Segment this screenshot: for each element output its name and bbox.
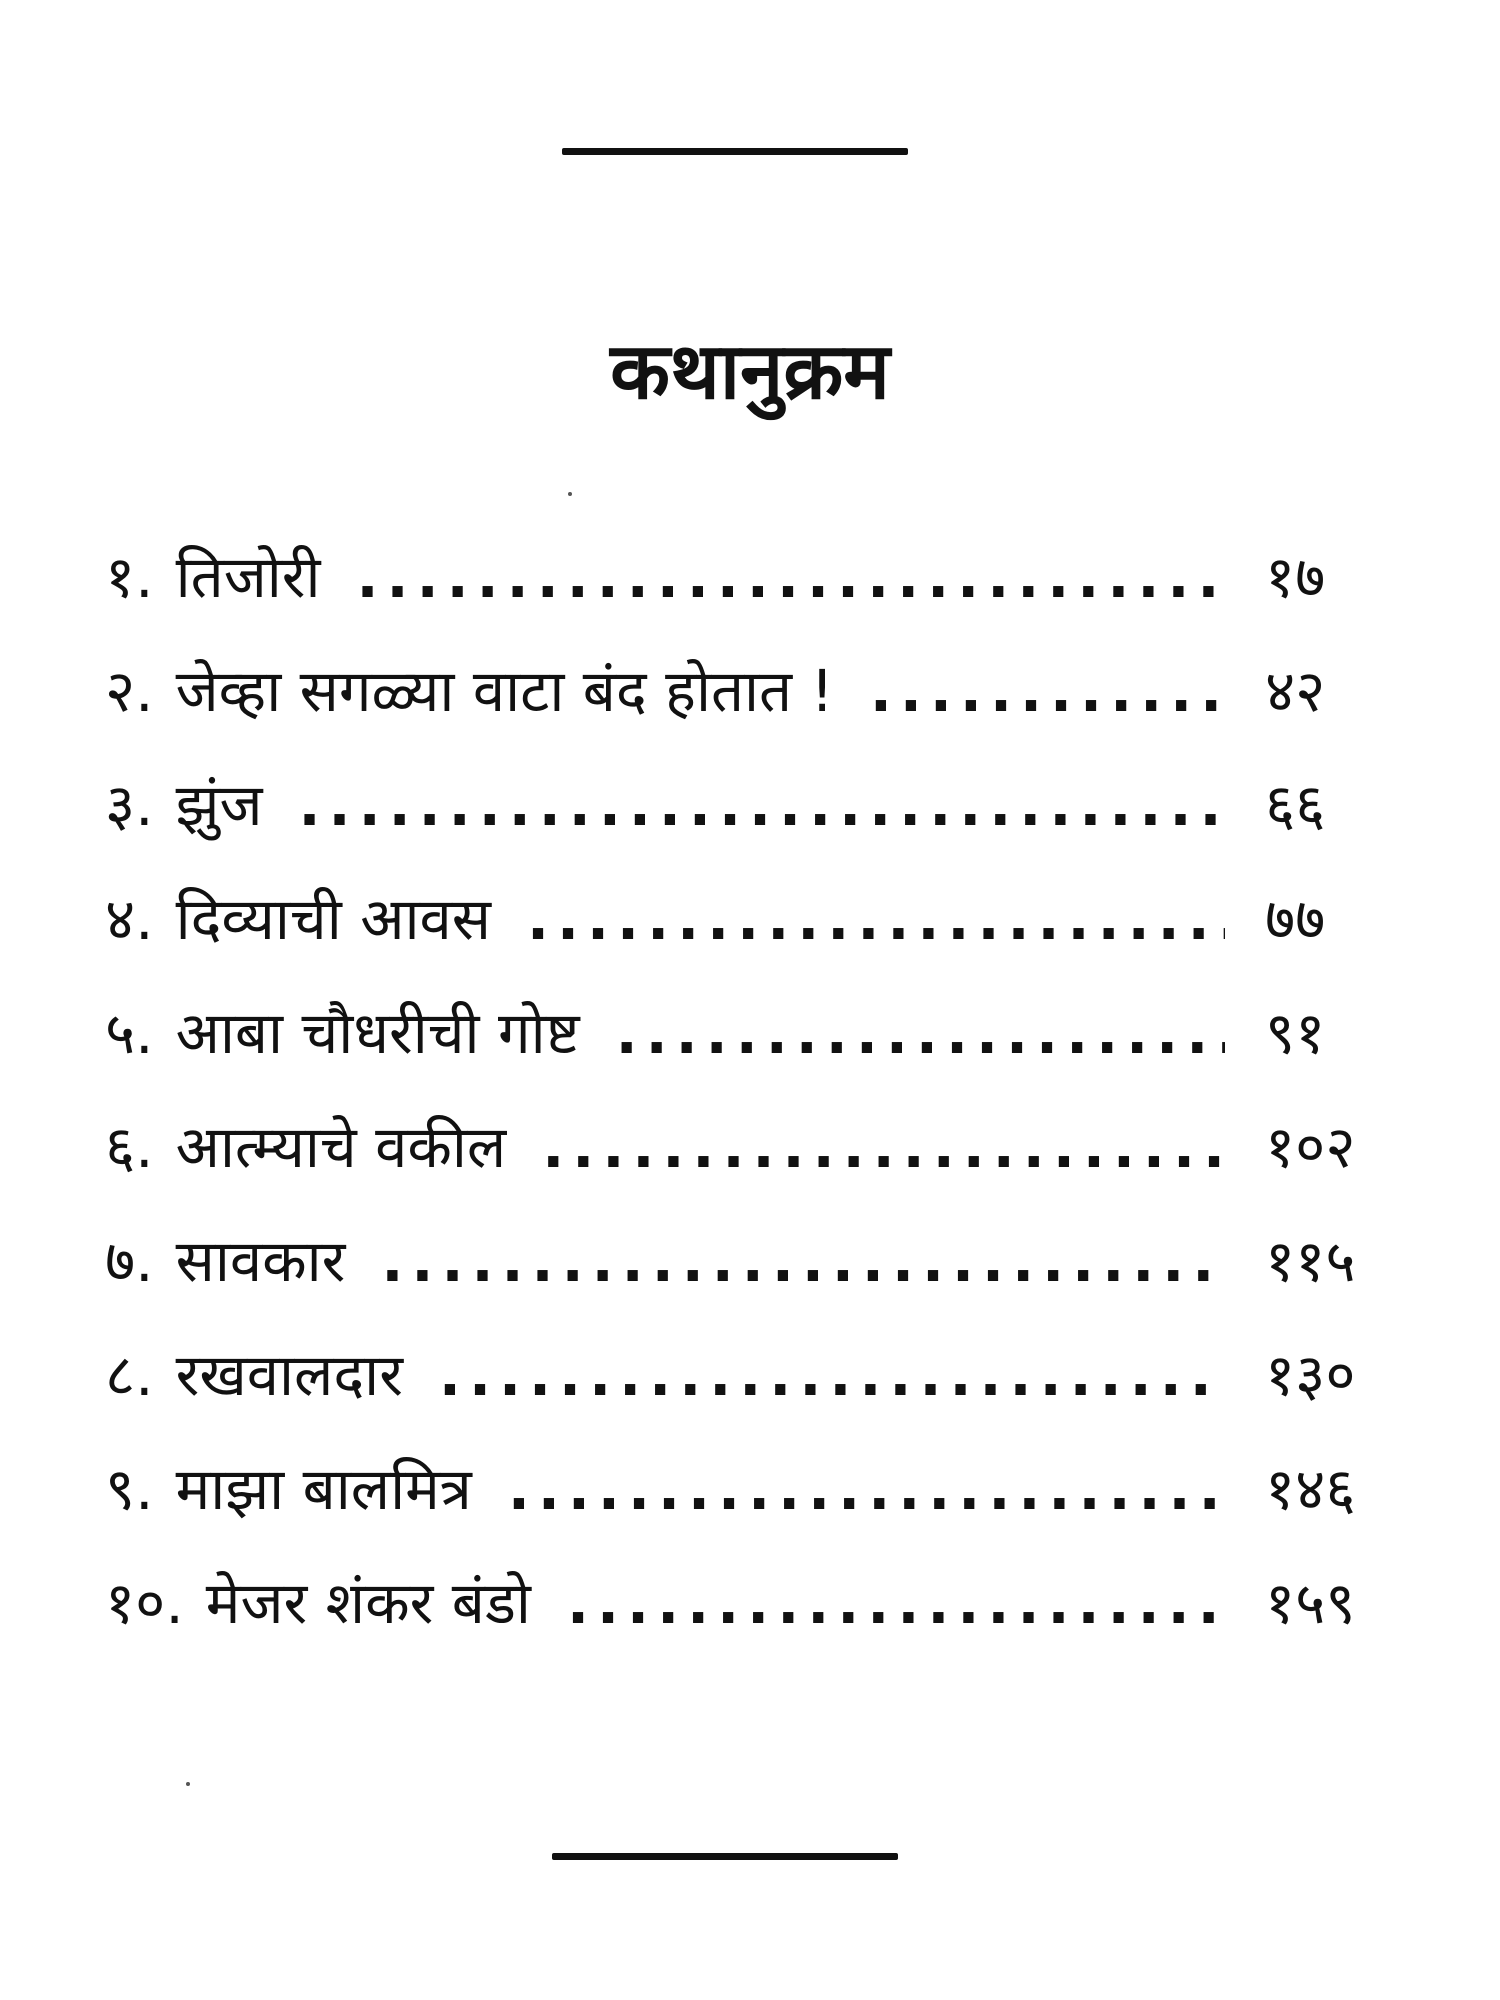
- entry-title: जेव्हा सगळ्या वाटा बंद होतात !: [175, 657, 834, 725]
- toc-entry-1: [105, 520, 1415, 634]
- dot-leader: [508, 1432, 1225, 1546]
- entry-number: १.: [105, 543, 154, 611]
- toc-entry-7: [105, 1204, 1415, 1318]
- entry-page-number: ९१: [1265, 999, 1326, 1067]
- dot-leader: [381, 1204, 1225, 1318]
- entry-page-number: १०२: [1265, 1113, 1356, 1181]
- dot-leader: [439, 1318, 1225, 1432]
- dot-leader: [542, 1090, 1225, 1204]
- entry-page-number: १५९: [1265, 1569, 1356, 1637]
- entry-number: ५.: [105, 999, 154, 1067]
- entry-page-number: १७: [1265, 543, 1326, 611]
- toc-entry-3: [105, 748, 1415, 862]
- toc-entry-8: [105, 1318, 1415, 1432]
- dot-leader: [616, 976, 1225, 1090]
- entry-number: ६.: [105, 1113, 154, 1181]
- entry-number: ४.: [105, 885, 154, 953]
- entry-number: १०.: [105, 1569, 184, 1637]
- entry-number: २.: [105, 657, 154, 725]
- entry-title: मेजर शंकर बंडो: [205, 1569, 531, 1637]
- bottom-divider: [552, 1853, 898, 1860]
- entry-page-number: ११५: [1265, 1227, 1356, 1295]
- dot-leader: [870, 634, 1225, 748]
- table-of-contents: [105, 520, 1415, 1660]
- entry-number: ३.: [105, 771, 154, 839]
- entry-number: ७.: [105, 1227, 154, 1295]
- entry-title: आबा चौधरीची गोष्ट: [175, 999, 580, 1067]
- dot-leader: [299, 748, 1226, 862]
- entry-number: ९.: [105, 1455, 154, 1523]
- entry-title: आत्म्याचे वकील: [175, 1113, 507, 1181]
- entry-title: तिजोरी: [175, 543, 321, 611]
- entry-page-number: ४२: [1265, 657, 1326, 725]
- paper-speck: [568, 492, 572, 496]
- entry-title: माझा बालमित्र: [175, 1455, 472, 1523]
- toc-entry-10: [105, 1546, 1415, 1660]
- entry-page-number: ६६: [1265, 771, 1326, 839]
- entry-title: झुंज: [175, 771, 263, 839]
- entry-page-number: १३०: [1265, 1341, 1356, 1409]
- entry-page-number: ७७: [1265, 885, 1326, 953]
- toc-entry-6: [105, 1090, 1415, 1204]
- entry-page-number: १४६: [1265, 1455, 1356, 1523]
- top-divider: [562, 148, 908, 155]
- page-title: कथानुक्रम: [610, 327, 890, 418]
- entry-number: ८.: [105, 1341, 154, 1409]
- dot-leader: [527, 862, 1225, 976]
- dot-leader: [567, 1546, 1225, 1660]
- paper-speck: [186, 1782, 190, 1786]
- entry-title: सावकार: [175, 1227, 346, 1295]
- dot-leader: [357, 520, 1226, 634]
- toc-entry-9: [105, 1432, 1415, 1546]
- toc-entry-4: [105, 862, 1415, 976]
- toc-entry-2: [105, 634, 1415, 748]
- toc-entry-5: [105, 976, 1415, 1090]
- entry-title: दिव्याची आवस: [175, 885, 491, 953]
- entry-title: रखवालदार: [175, 1341, 403, 1409]
